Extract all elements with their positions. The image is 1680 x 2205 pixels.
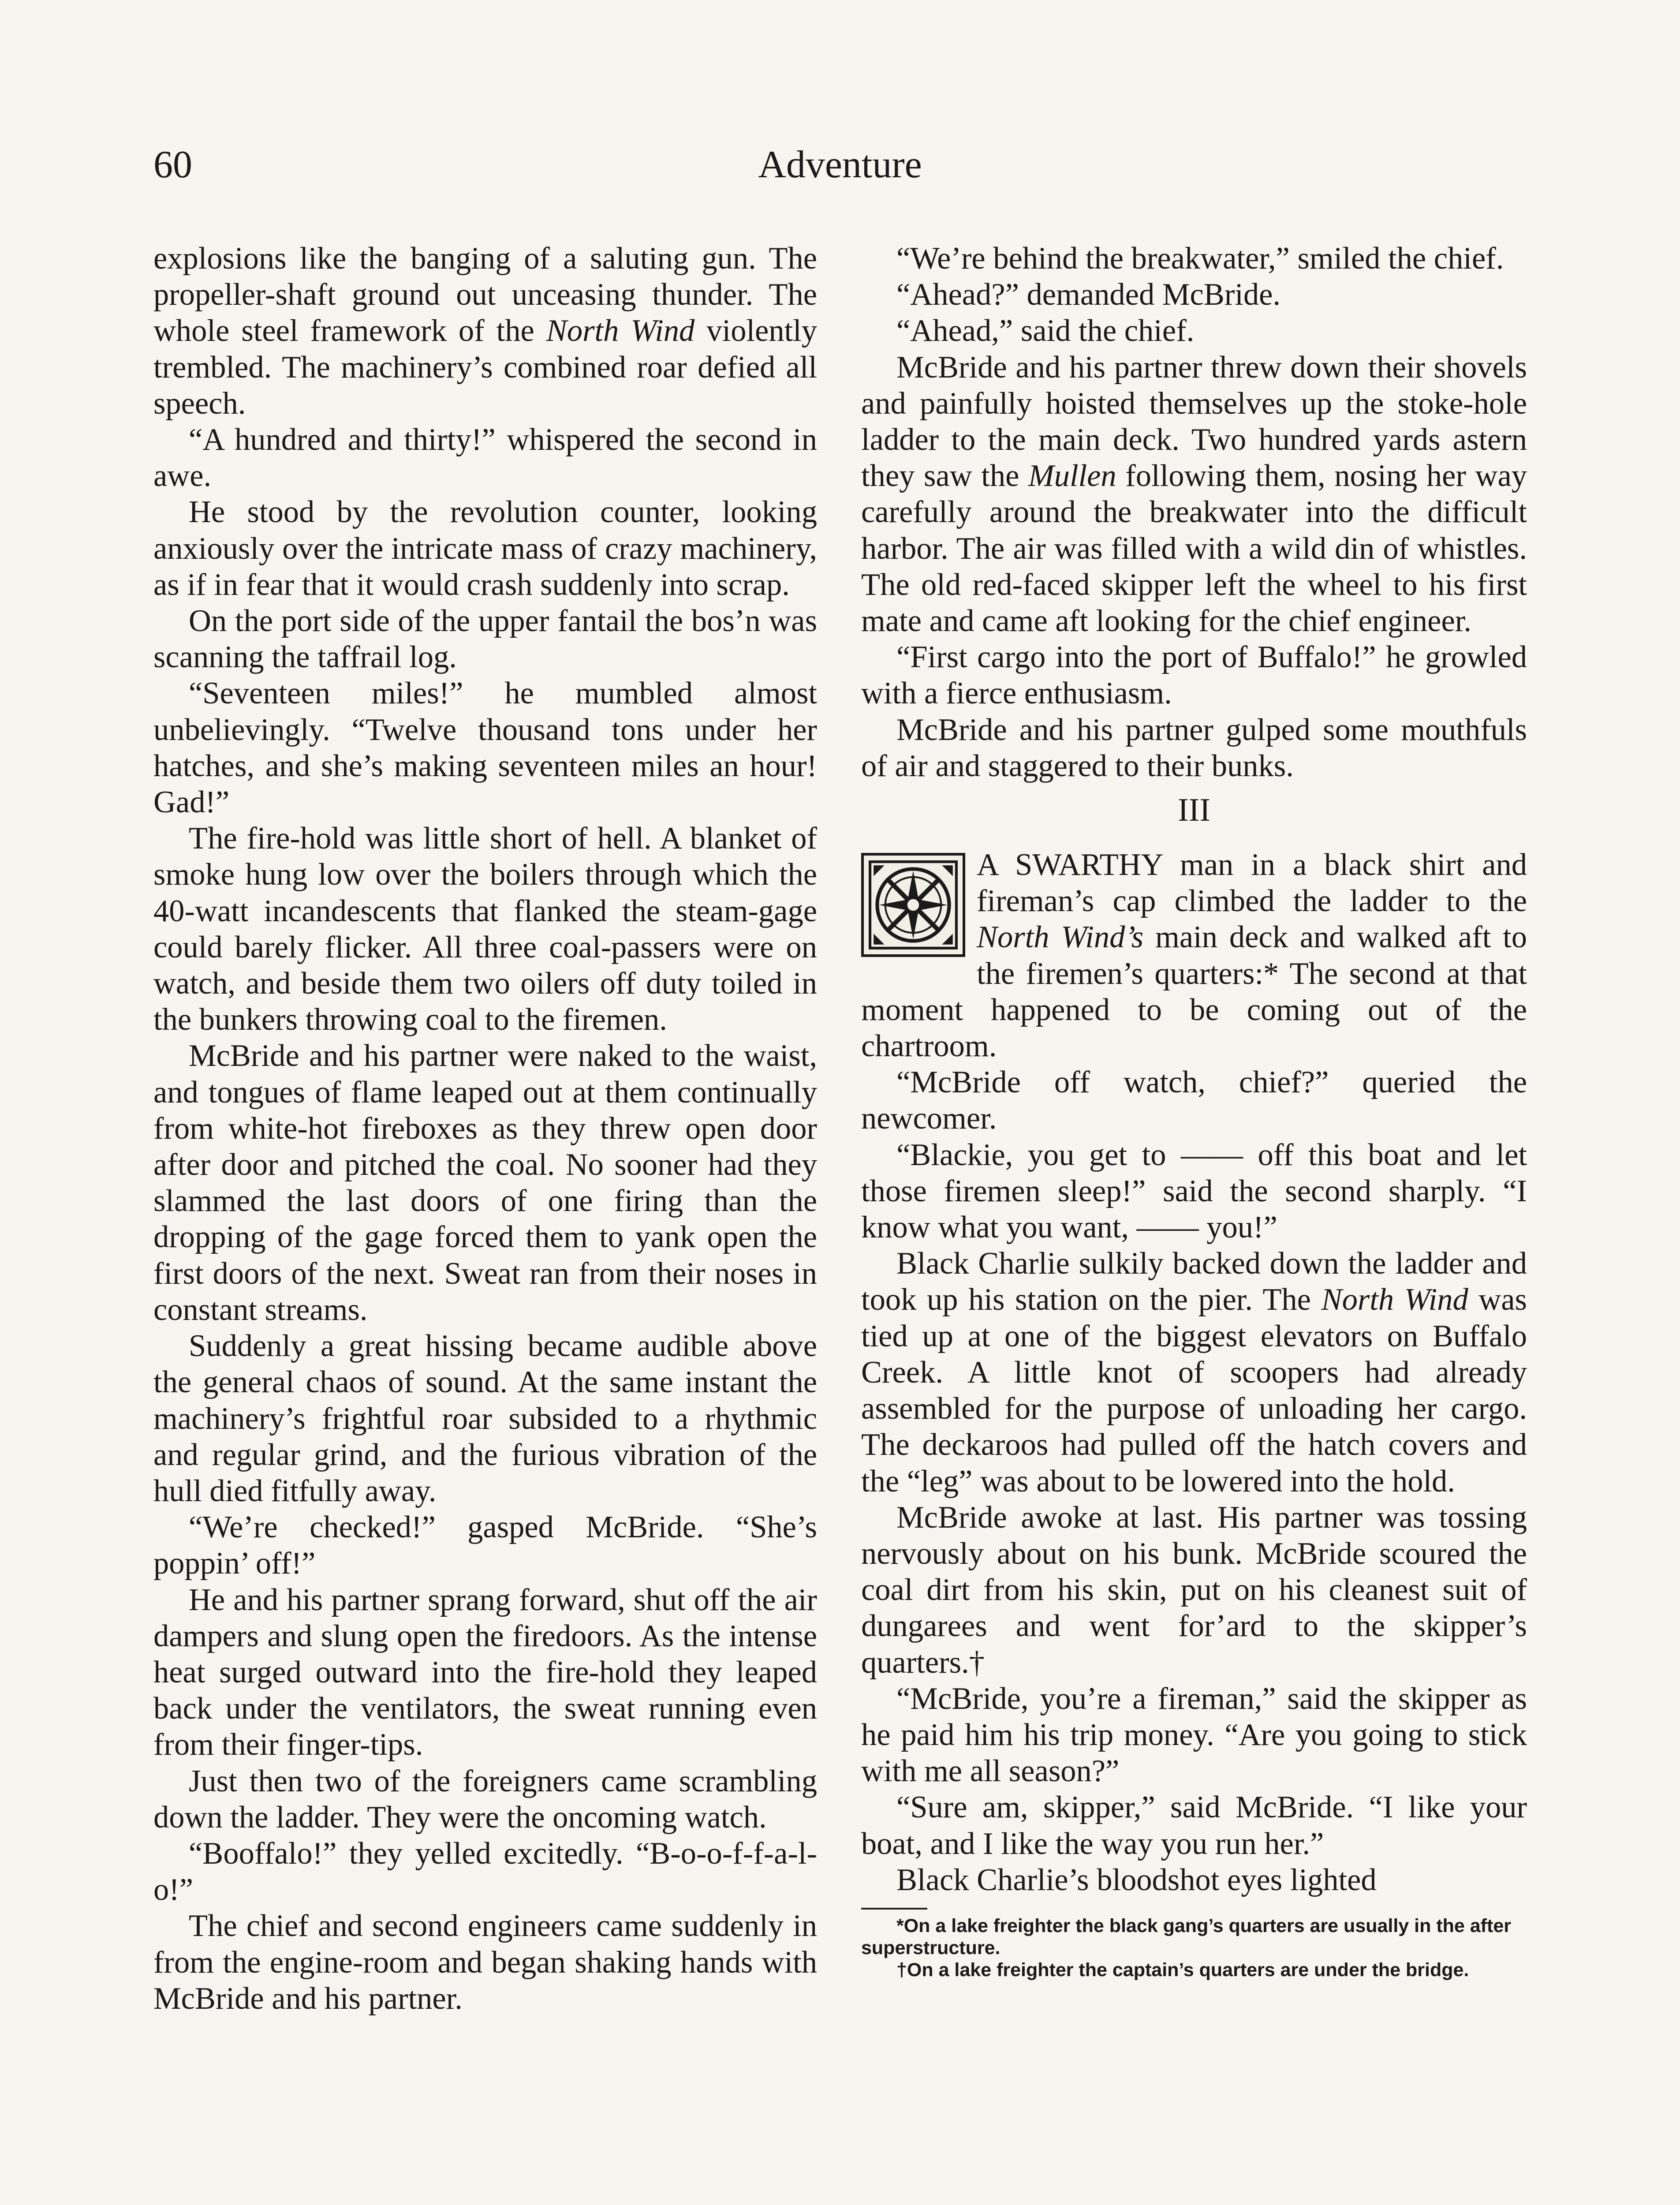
paragraph: On the port side of the upper fantail the bos’n was scanning the taffrail log. — [153, 604, 817, 675]
running-head: Adventure — [758, 143, 922, 186]
paragraph: Just then two of the foreigners came scrambling down the ladder. They were the oncoming watch. — [153, 1764, 817, 1835]
left-column — [153, 240, 817, 2017]
paragraph: Black Charlie sulkily backed down the ladder and took up his station on the pier. The North Wind was tied up at one of the biggest elevators on Buffalo Creek. A little knot of scoopers had already assembled for the purpose of unloading her cargo. The deckaroos had pulled off the hatch covers and the “leg” was about to be lowered into the hold. — [861, 1246, 1527, 1499]
paragraph: “McBride off watch, chief?” queried the newcomer. — [861, 1065, 1527, 1136]
footnote: *On a lake freighter the black gang’s quarters are usually in the after superstructure. — [861, 1915, 1511, 1958]
paragraph: McBride and his partner gulped some mouthfuls of air and staggered to their bunks. — [861, 712, 1527, 783]
ornament-graphic — [868, 860, 958, 950]
paragraph-text: A SWARTHY man in a black shirt and fireman’s cap climbed the ladder to the North Wind’s main deck and walked aft to the firemen’s quarters:* The second at that moment happened to be coming out of the chartroom. — [861, 848, 1527, 1064]
paragraph: McBride and his partner threw down their shovels and painfully hoisted themselves up the stoke-hole ladder to the main deck. Two hundred yards astern they saw the Mullen following them, nosing her way carefully around the breakwater into the difficult harbor. The air was filled with a wild din of whistles. The old red-faced skipper left the wheel to his first mate and came aft looking for the chief engineer. — [861, 350, 1527, 639]
paragraph: “Seventeen miles!” he mumbled almost unbelievingly. “Twelve thousand tons under her hatches, and she’s making seventeen miles an hour! Gad!” — [153, 676, 817, 820]
paragraph: “Ahead,” said the chief. — [896, 314, 1195, 348]
paragraph: Suddenly a great hissing became audible above the general chaos of sound. At the same instant the machinery’s frightful roar subsided to a rhythmic and regular grind, and the furious vibration of the hull died fitfully away. — [153, 1329, 817, 1508]
ornamental-initial-a-icon — [861, 853, 965, 957]
footnote: †On a lake freighter the captain’s quarters are under the bridge. — [896, 1959, 1469, 1981]
paragraph: He and his partner sprang forward, shut off the air dampers and slung open the firedoors. As the intense heat surged outward into the fire-hold they leaped back under the ventilators, the sweat running even from their finger-tips. — [153, 1582, 817, 1762]
paragraph: “McBride, you’re a fireman,” said the skipper as he paid him his trip money. “Are you going to stick with me all season?” — [861, 1681, 1527, 1789]
paragraph: Black Charlie’s bloodshot eyes lighted — [896, 1862, 1377, 1897]
section-number: III — [1178, 792, 1210, 829]
paragraph: “First cargo into the port of Buffalo!” he growled with a fierce enthusiasm. — [861, 640, 1527, 711]
paragraph: “Booffalo!” they yelled excitedly. “B-o-o-f-f-a-l-o!” — [153, 1836, 817, 1907]
paragraph: “We’re checked!” gasped McBride. “She’s poppin’ off!” — [153, 1510, 817, 1581]
footnote-rule — [861, 1908, 927, 1910]
paragraph: “We’re behind the breakwater,” smiled the chief. — [896, 241, 1504, 276]
paragraph: explosions like the banging of a saluting gun. The propeller-shaft ground out unceasing thunder. The whole steel framework of the North Wind violently trembled. The machinery’s combined roar defied all speech. — [153, 241, 817, 421]
paragraph: He stood by the revolution counter, looking anxiously over the intricate mass of crazy machinery, as if in fear that it would crash suddenly into scrap. — [153, 495, 817, 602]
right-column — [861, 240, 1527, 1981]
page-number: 60 — [153, 143, 192, 186]
paragraph: The chief and second engineers came suddenly in from the engine-room and began shaking hands with McBride and his partner. — [153, 1909, 817, 2016]
paragraph: “Blackie, you get to —— off this boat and let those firemen sleep!” said the second sharply. “I know what you want, —— you!” — [861, 1137, 1527, 1245]
paragraph: The fire-hold was little short of hell. A blanket of smoke hung low over the boilers through which the 40-watt incandescents that flanked the steam-gage could barely flicker. All three coal-passers were on watch, and beside them two oilers off duty toiled in the bunkers throwing coal to the firemen. — [153, 821, 817, 1037]
paragraph: McBride awoke at last. His partner was tossing nervously about on his bunk. McBride scoured the coal dirt from his skin, put on his cleanest suit of dungarees and went for’ard to the skipper’s quarters.† — [861, 1500, 1527, 1680]
dropcap-paragraph — [861, 847, 1527, 1064]
paragraph: “Sure am, skipper,” said McBride. “I like your boat, and I like the way you run her.” — [861, 1790, 1527, 1861]
paragraph: “A hundred and thirty!” whispered the second in awe. — [153, 422, 817, 493]
paragraph: McBride and his partner were naked to the waist, and tongues of flame leaped out at them continually from white-hot fireboxes as they threw open door after door and pitched the coal. No sooner had they slammed the last doors of one firing than the dropping of the gage forced them to yank open the first doors of the next. Sweat ran from their noses in constant streams. — [153, 1039, 817, 1327]
paragraph: “Ahead?” demanded McBride. — [896, 277, 1281, 312]
